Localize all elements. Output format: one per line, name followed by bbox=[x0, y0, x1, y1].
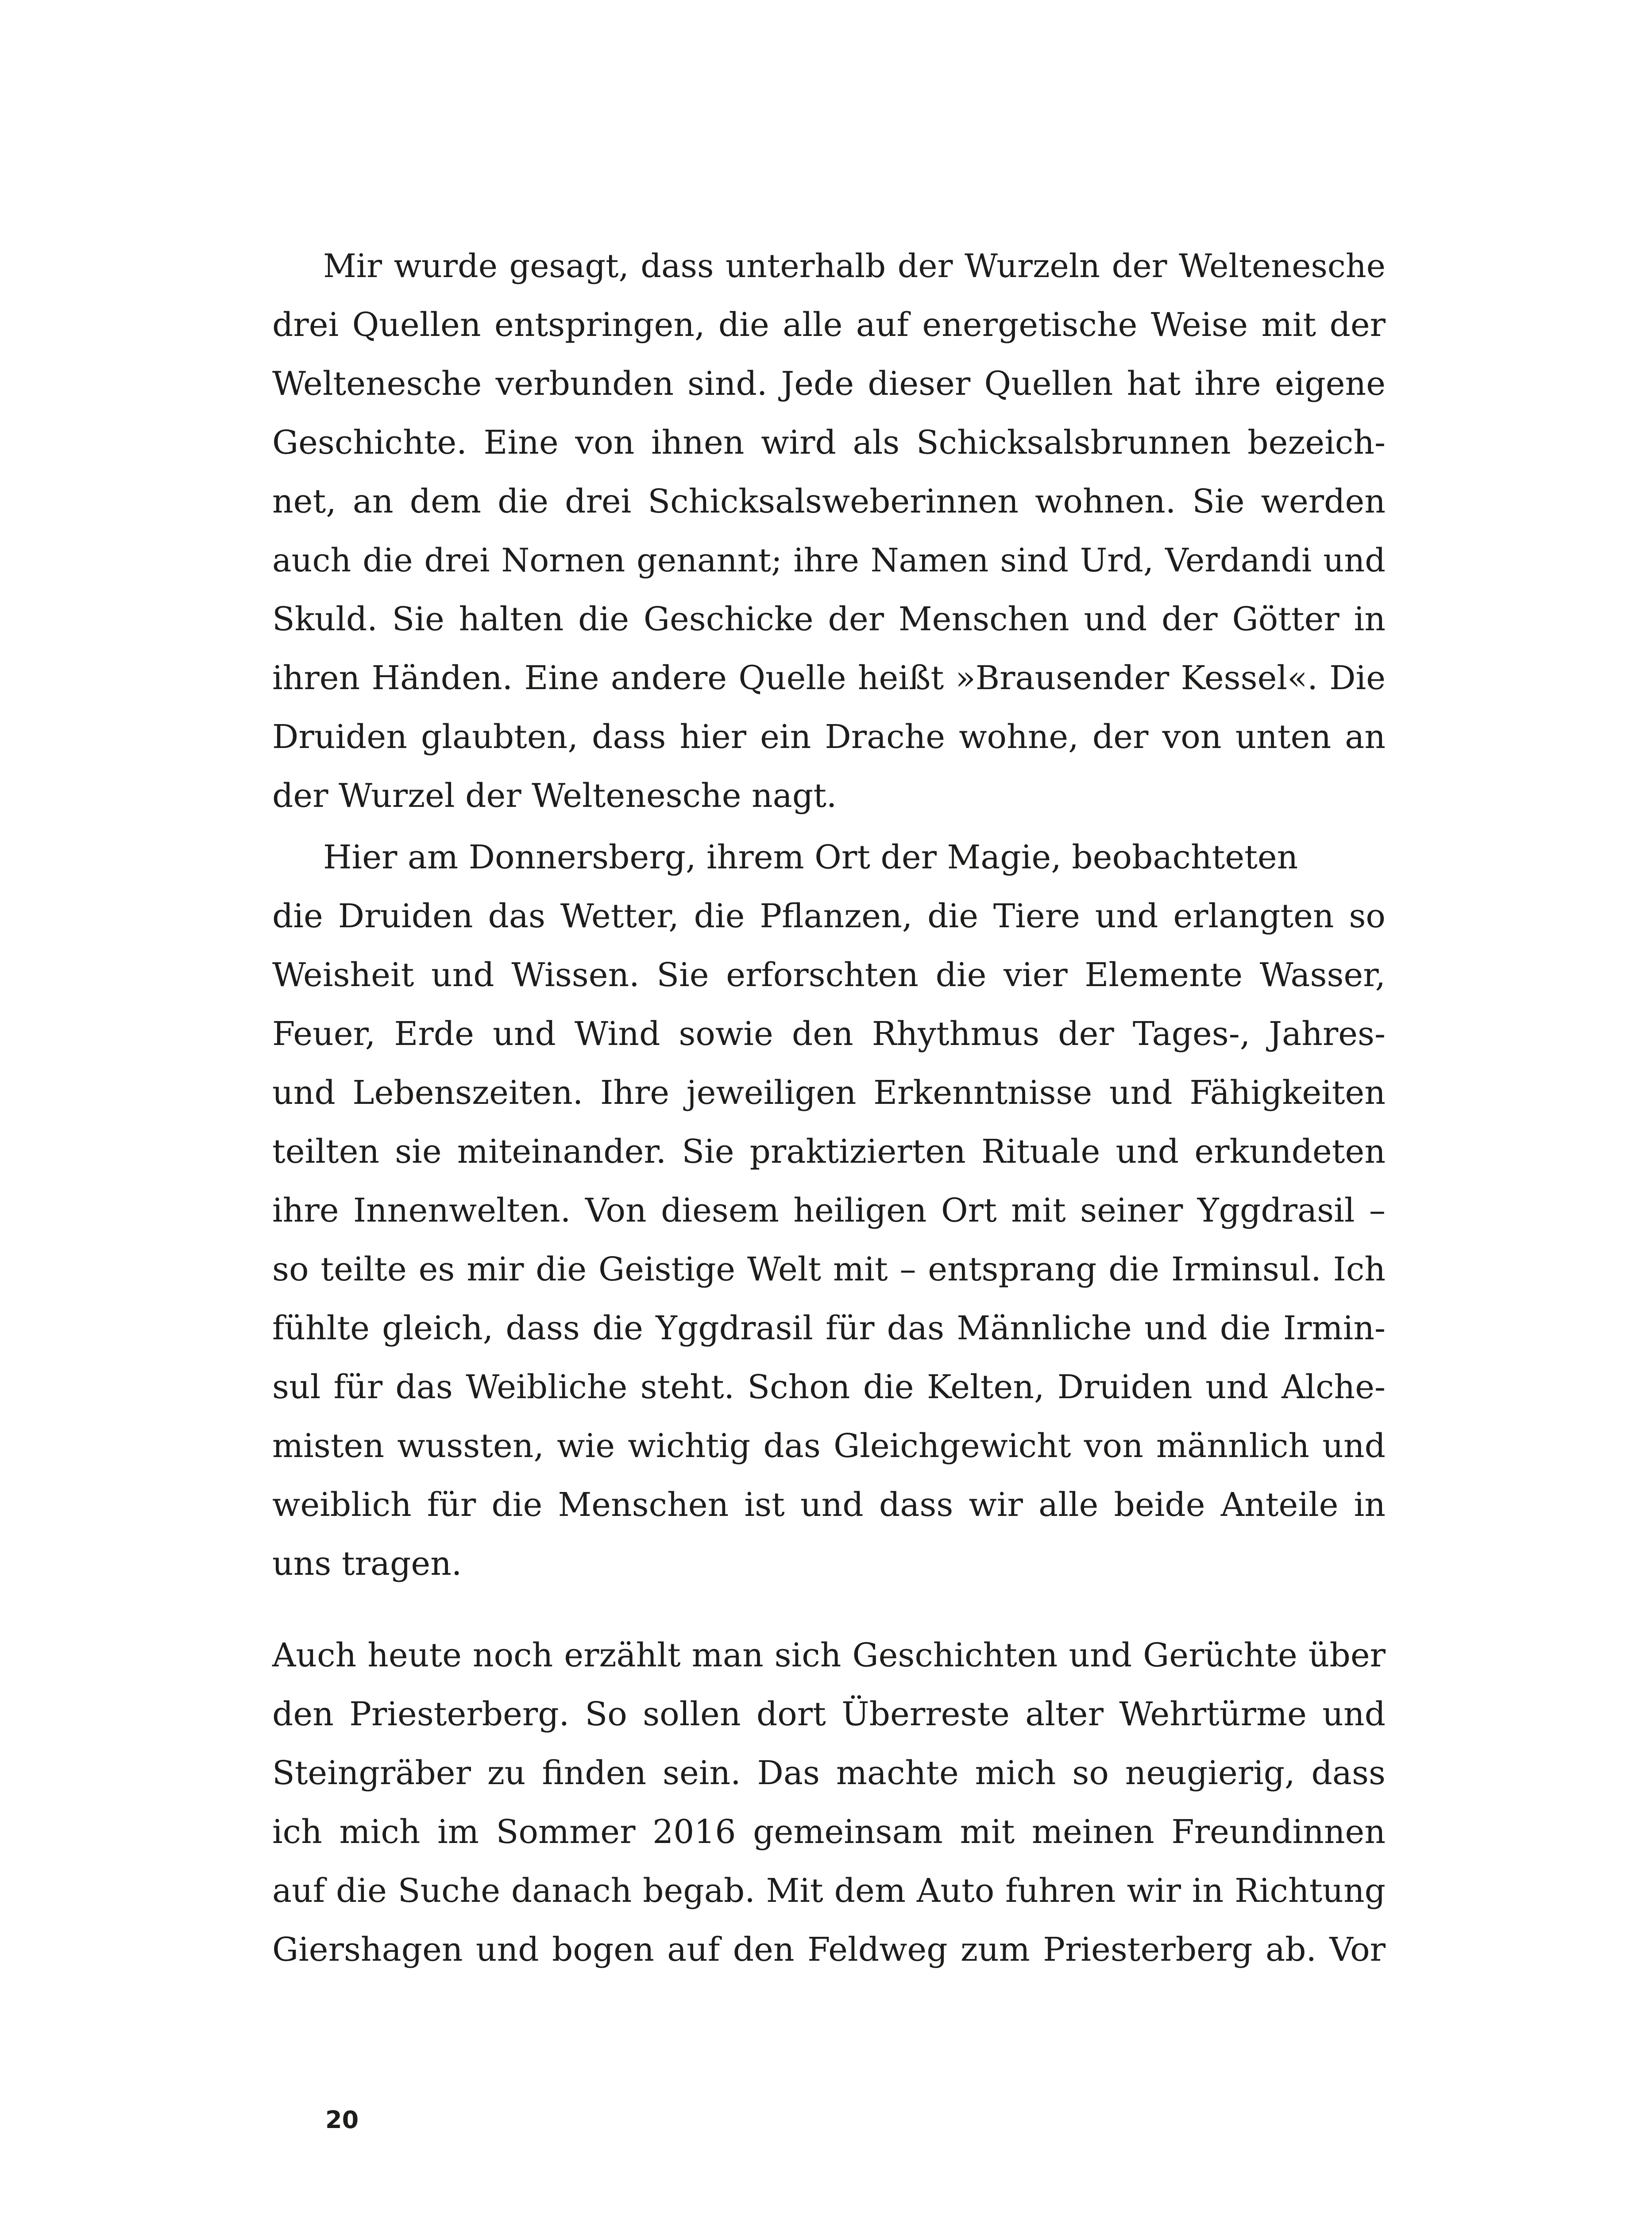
text-line: ich mich im Sommer 2016 gemeinsam mit meinen Freundinnen bbox=[272, 1813, 1386, 1851]
text-line: misten wussten, wie wichtig das Gleichgewicht von männlich und bbox=[272, 1427, 1386, 1465]
text-line: Weisheit und Wissen. Sie erforschten die vier Elemente Wasser, bbox=[272, 956, 1386, 994]
text-line: und Lebenszeiten. Ihre jeweiligen Erkenntnisse und Fähigkeiten bbox=[272, 1074, 1386, 1112]
text-line: auf die Suche danach begab. Mit dem Auto fuhren wir in Richtung bbox=[272, 1872, 1386, 1910]
text-line: teilten sie miteinander. Sie praktizierten Rituale und erkundeten bbox=[272, 1133, 1386, 1171]
page-number: 20 bbox=[325, 2106, 359, 2134]
text-line: Druiden glaubten, dass hier ein Drache wohne, der von unten an bbox=[272, 718, 1386, 756]
text-line: fühlte gleich, dass die Yggdrasil für das Männliche und die Irmin- bbox=[272, 1309, 1386, 1347]
text-line: den Priesterberg. So sollen dort Überreste alter Wehrtürme und bbox=[272, 1695, 1386, 1733]
text-line: Skuld. Sie halten die Geschicke der Menschen und der Götter in bbox=[272, 600, 1386, 638]
text-line: ihre Innenwelten. Von diesem heiligen Ort mit seiner Yggdrasil – bbox=[272, 1191, 1386, 1230]
text-line: net, an dem die drei Schicksalsweberinnen wohnen. Sie werden bbox=[272, 482, 1386, 520]
text-line: Steingräber zu finden sein. Das machte mich so neugierig, dass bbox=[272, 1754, 1386, 1792]
text-line: weiblich für die Menschen ist und dass wir alle beide Anteile in bbox=[272, 1486, 1386, 1524]
text-line: der Wurzel der Weltenesche nagt. bbox=[272, 777, 837, 815]
text-line: Hier am Donnersberg, ihrem Ort der Magie, beobachteten bbox=[323, 838, 1298, 876]
text-line: Auch heute noch erzählt man sich Geschichten und Gerüchte über bbox=[272, 1636, 1386, 1674]
paragraph-weltenesche bbox=[272, 237, 1386, 825]
text-line: sul für das Weibliche steht. Schon die Kelten, Druiden und Alche- bbox=[272, 1368, 1386, 1406]
text-line: auch die drei Nornen genannt; ihre Namen sind Urd, Verdandi und bbox=[272, 542, 1386, 579]
text-line: so teilte es mir die Geistige Welt mit – entsprang die Irminsul. Ich bbox=[272, 1250, 1386, 1288]
text-line: Feuer, Erde und Wind sowie den Rhythmus der Tages-, Jahres- bbox=[272, 1015, 1386, 1053]
text-line: ihren Händen. Eine andere Quelle heißt »Brausender Kessel«. Die bbox=[272, 659, 1386, 697]
text-line: Giershagen und bogen auf den Feldweg zum Priesterberg ab. Vor bbox=[272, 1931, 1386, 1969]
text-line: die Druiden das Wetter, die Pflanzen, die Tiere und erlangten so bbox=[272, 897, 1386, 935]
paragraph-priesterberg bbox=[272, 1626, 1386, 1979]
text-line: Geschichte. Eine von ihnen wird als Schicksalsbrunnen bezeich- bbox=[272, 424, 1386, 462]
paragraph-donnersberg bbox=[272, 828, 1386, 1593]
text-line: drei Quellen entspringen, die alle auf energetische Weise mit der bbox=[272, 306, 1386, 344]
text-line: Mir wurde gesagt, dass unterhalb der Wurzeln der Weltenesche bbox=[323, 247, 1386, 285]
text-line: uns tragen. bbox=[272, 1545, 462, 1583]
text-line: Weltenesche verbunden sind. Jede dieser Quellen hat ihre eigene bbox=[272, 365, 1386, 403]
